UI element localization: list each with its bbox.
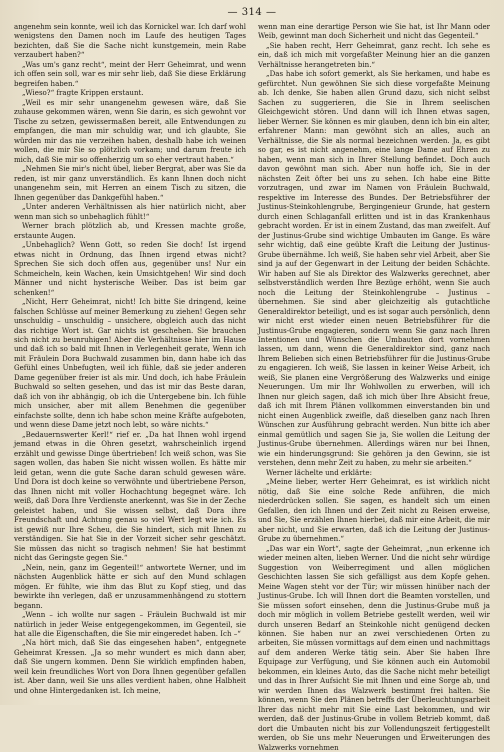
paragraph: „Unbehaglich? Wenn Gott, so reden Sie doch! Ist irgend etwas nicht in Ordnung, das Ihnen irgend etwas nicht? Sprechen Sie sich doch offen aus, gegenüber uns! Nur ein Schmeicheln, kein Wachen, kein Umsichtgehen! Wir sind doch Männer und nicht hysterische Weiber. Das ist beim gar schenken!“ (14, 240, 246, 297)
paragraph: „Weil es mir sehr unangenehm gewesen wäre, daß Sie zuhause gekommen wären, wenn Sie darin, es sich gewohnt vor Tische zu setzen, gewissermaßen bereit, alle Entwendungen zu empfangen, die man mir schuldig war, und ich glaubte, Sie würden mir das nie verzeihen haben, deshalb habe ich weinen wollen, die mir Sie so plötzlich vorkam; und darum freute ich mich, daß Sie mir so offenherzig um so eher vertraut haben.“ (14, 97, 246, 164)
paragraph: wenn man eine derartige Person wie Sie hat, ist Ihr Mann oder Weib, gewinnt man doch Sicherheit und nicht das Gegenteil.“ (258, 22, 490, 41)
paragraph: „Das war ein Wort“, sagte der Geheimrat, „nun erkenne ich wieder meinen alten, lieben Werner. Und die nicht sehr würdige Suggestion von Weiberregiment und allen möglichen Geschichten lassen Sie sich gefälligst aus dem Kopfe gehen. Meine Wagen steht vor der Tür; wir müssen hinüber nach der Justinus-Grube. Ich will Ihnen dort die Beamten vorstellen, und Sie müssen sofort einsehen, denn die Justinus-Grube muß ja doch mir möglich in vollem Betriebe gestellt werden, weil wir durch unseren Bedarf an Steinkohle nicht genügend decken können. Sie haben nur an zwei verschiedenen Orten zu arbeiten, Sie müssen vormittags auf dem einen und nachmittags auf dem anderen Werke tätig sein. Aber Sie haben Ihre Equipage zur Verfügung, und Sie können auch ein Automobil bekommen, ein kleines Auto, das die Sache nicht mehr beteiligt und das in Ihrer Aufsicht Sie mit Ihnen und eine Sorge ab, und wir werden Ihnen das Walzwerk bestimmt frei halten. Sie können, wenn Sie den Plänen betreffs der Überleuchtungsarbeit Ihrer das nicht mehr mit Sie eine Last bekommen, und wir werden, daß der Justinus-Grube in vollem Betrieb kommt, daß dort die Umbauten nicht bis zur Vollendungszeit fertiggestellt werden, ob Sie uns mehr Neuerungen und Erweiterungen des Walzwerks vornehmen (258, 543, 490, 752)
paragraph: Werner brach plötzlich ab, und Kressen machte große, erstaunte Augen. (14, 221, 246, 240)
paragraph: „Na hört mich, daß Sie das eingesehen haben“, entgegnete Geheimrat Kressen. „Ja so mehr wundert es mich dann aber, daß Sie ungern kommen. Denn Sie wirklich empfinden haben, weil kein freundliches Wort von Dora Ihnen gegenüber gefallen ist. Aber dann, weil Sie uns alles verdient haben, ohne Halbheit und ohne Hintergedanken ist. Ich meine, (14, 638, 246, 695)
right-text-column (258, 22, 490, 752)
page-number: — 314 — (227, 7, 277, 18)
left-text-column (14, 22, 246, 698)
paragraph: Werner lächelte und erklärte: (266, 467, 372, 477)
paragraph: „Das habe ich sofort gemerkt, als Sie herkamen, und habe es gefürchtet. Nun gewöhnen Sie sich diese vorgefaßte Meinung ab. Ich denke, Sie haben allen Grund dazu, sich nicht selbst Sachen zu suggerieren, die Sie in Ihrem seelischen Gleichgewicht stören. Und dann will ich Ihnen etwas sagen, lieber Werner. Sie können es mir glauben, denn ich bin ein alter, erfahrener Mann: man gewöhnt sich an alles, auch an Verhältnisse, die Sie als normal bezeichnen werden. Ja, es gibt so gar, es ist nicht angenehm, eine lange Dame auf Ehren zu haben, wenn man sich in Ihrer Stellung befindet. Doch auch davon gewöhnt man sich. Aber nun hoffe ich, Sie in der nächsten Zeit öfter bei uns zu sehen. Ich habe eine Bitte vorzutragen, und zwar im Namen von Fräulein Buchwald, respektive im Interesse des Bundes. Der Betriebsführer der Justinus-Steinkohlengrube, Bergingenieur Grunde, hat gestern durch einen Schlaganfall erlitten und ist in das Krankenhaus gebracht worden. Er ist in einem Zustand, das man zweifelt. Auf der Justinus-Grube sind wichtige Umbauten im Gange. Es wäre sehr wichtig, daß eine geübte Kraft die Leitung der Justinus-Grube übernähme. Ich weiß, Sie haben sehr viel Arbeit, aber Sie sind ja auf der Gegenwart in der Leitung der beiden Schächte. Wir haben auf Sie als Direktor des Walzwerks gerechnet, aber selbstverständlich werden Ihre Bezüge erhöht, wenn Sie auch noch die Leitung der Steinkohlengrube – Justinus – übernehmen. Sie sind aber gleichzeitig als gutachtliche Generaldirektor beteiligt, und es ist sogar auch persönlich, denn wir nicht erst wieder einen neuen Betriebsführer für die Justinus-Grube engagieren, sondern wenn Sie ganz nach Ihren Intentionen und Wünschen die Umbauten dort vornehmen lassen, um dann, wenn die Generaldirektor sind, ganz nach Ihrem Belieben sich einen Betriebsführer für die Justinus-Grube zu engagieren. Ich weiß, Sie lassen in keiner Weise Arbeit, ich weiß, Sie planen eine Vergrößerung des Walzwerks und einige Neuerungen. Um mir Ihr Wohlwollen zu erwerben, will ich Ihnen nur gleich sagen, daß ich mich über Ihre Absicht freue, daß ich mit Ihrem Plänen vollkommen einverstanden bin und nicht einen Augenblick zweifle, daß dieselben ganz nach Ihren Wünschen zur Ausführung gebracht werden. Nun bitte ich aber einmal gemütlich und sagen Sie ja, Sie wollen die Leitung der Justinus-Grube übernehmen. Allerdings wären nur bei Ihnen, wie ein hinderungsgrund: Sie gehören ja den Gewinn, sie ist verstehen, denn mehr Zeit zu haben, zu mehr sie arbeiten.“ (258, 69, 490, 468)
paragraph: angenehm sein konnte, weil ich das Kornickel war. Ich darf wohl wenigstens den Damen noch im Laufe des heutigen Tages bezichten, daß Sie die Sache nicht kunstgemein, mein Rabe verzaubert haben?“ (14, 22, 246, 60)
paragraph: „Nicht, Herr Geheimrat, nicht! Ich bitte Sie dringend, keine falschen Schlüsse auf meiner Bemerkung zu ziehen! Gegen sehr unschuldig – unschuldig – unsichere, obgleich auch das nicht das richtige Wort ist. Gar nichts ist geschehen. Sie brauchen sich nicht zu beunruhigen! Aber die Verhältnisse hier im Hause und daß ich so bald mit Ihnen in Verlegenheit gerate, Wenn ich mit Fräulein Dora Buchwald zusammen bin, dann habe ich das Gefühl eines Unbefugten, weil ich fühle, daß sie jeder anderen Dame gegenüber freier ist als mir. Und doch, ich habe Fräulein Buchwald so selten gesehen, und das ist mir das Beste daran, daß ich von ihr abhängig, ob ich die Untergebene bin. Ich fühle mich unsicher, aber mit allem Benehmen die gegenüber einfachste sollte, denn ich habe schon meine Kräfte aufgeboten, und wenn diese Dame jetzt noch lebt, so wäre nichts.“ (14, 297, 246, 430)
paragraph: „Was um's ganz recht“, meint der Herr Geheimrat, und wenn ich offen sein soll, war es mir sehr lieb, daß Sie diese Erklärung begreifen haben.“ (14, 59, 246, 88)
paragraph: „Wieso?“ fragte Krippen erstaunt. (22, 88, 144, 98)
paragraph: „Bedauernswerter Kerl!“ rief er. „Da hat Ihnen wohl irgend jemand etwas in die Ohren gesetzt, wahrscheinlich irgend erzählt und gewisse Dinge übertrieben! Ich weiß schon, was Sie sagen wollen, das haben Sie nicht wissen wollen. Es hätte mir leid getan, wenn die gute Sache daran schuld gewesen wäre. Und Dora ist doch keine so verwöhnte und übertriebene Person, das Ihnen nicht mit voller Hochachtung begegnet wäre. Ich weiß, daß Dora Ihre Verdienste anerkennt, was Sie in der Zeche geleistet haben, und Sie wissen selbst, daß Dora ihre Freundschaft und Achtung genau so viel Wert legt wie ich. Es ist gewiß nur Ihre Scheu, die Sie hindert, sich mit Ihnen zu verständigen. Sie hat Sie in der Vorzeit sicher sehr geschätzt. Sie müssen das nicht so tragisch nehmen! Sie hat bestimmt nicht das Geringste gegen Sie.“ (14, 429, 246, 563)
paragraph: „Sie haben recht, Herr Geheimrat, ganz recht. Ich sehe es ein, daß ich mich mit vorgefaßter Meinung hier an die ganzen Verhältnisse herangetreten bin.“ (258, 40, 490, 69)
paragraph: „Nein, nein, ganz im Gegenteil!“ antwortete Werner, und im nächsten Augenblick hätte er sich auf den Mund schlagen mögen. Er fühlte, wie ihm das Blut zu Kopf stieg, und das bewirkte ihn verlegen, daß er unzusammenhängend zu stottern begann. (14, 562, 246, 610)
paragraph: „Wenn – ich wollte nur sagen – Fräulein Buchwald ist mir natürlich in jeder Weise entgegengekommen, im Gegenteil, sie hat alle die Eigenschaften, die Sie mir eingeredet haben. Ich –“ (14, 610, 246, 638)
paragraph: „Unter anderen Verhältnissen als hier natürlich nicht, aber wenn man sich so unbehaglich fühlt!“ (14, 202, 246, 221)
paragraph: „Meine lieber, werter Herr Geheimrat, es ist wirklich nicht nötig, daß Sie eine solche Rede anführen, die mich niederdrücken sollen. Sie sagen, es handelt sich um einen Gefallen, den ich Ihnen und der Zeit nicht zu Reisen erweise, und Sie, Sie erzählen Ihnen hierbei, daß mir eine Arbeit, die mir aber nicht, und Sie erwarten, daß ich die Leitung der Justinus-Grube zu übernehmen.“ (258, 477, 490, 544)
paragraph: „Nehmen Sie mir's nicht übel, lieber Bergrat, aber was Sie da reden, ist mir ganz unverständlich. Es kann Ihnen doch nicht unangenehm sein, mit Herren an einem Tisch zu sitzen, die Ihnen gegenüber das Dankgefühl haben.“ (14, 164, 246, 202)
